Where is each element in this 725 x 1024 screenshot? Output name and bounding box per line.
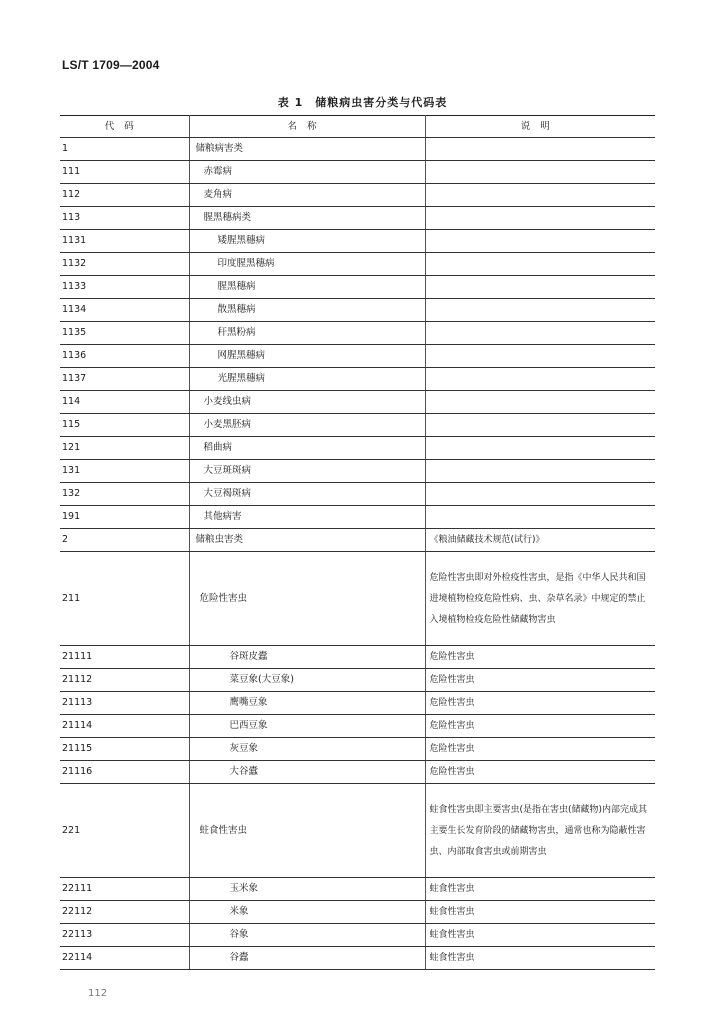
row-desc: 《粮油储藏技术规范(试行)》 bbox=[425, 529, 655, 552]
row-desc: 危险性害虫 bbox=[425, 692, 655, 715]
table-row bbox=[60, 391, 655, 414]
row-name: 小麦黑胚病 bbox=[189, 414, 425, 437]
row-code: 1 bbox=[60, 138, 189, 161]
row-desc bbox=[425, 368, 655, 391]
row-desc bbox=[425, 253, 655, 276]
table-row bbox=[60, 253, 655, 276]
row-code: 111 bbox=[60, 161, 189, 184]
row-code: 131 bbox=[60, 460, 189, 483]
row-name: 网腥黑穗病 bbox=[189, 345, 425, 368]
row-code: 1134 bbox=[60, 299, 189, 322]
row-desc bbox=[425, 207, 655, 230]
row-desc bbox=[425, 483, 655, 506]
table-row bbox=[60, 345, 655, 368]
table-row bbox=[60, 692, 655, 715]
row-desc: 蛀食性害虫 bbox=[425, 901, 655, 924]
table-row bbox=[60, 414, 655, 437]
header-name: 名称 bbox=[189, 116, 425, 138]
table-row bbox=[60, 947, 655, 970]
header-code: 代码 bbox=[60, 116, 189, 138]
table-row bbox=[60, 437, 655, 460]
table-row bbox=[60, 299, 655, 322]
row-code: 2 bbox=[60, 529, 189, 552]
row-code: 1137 bbox=[60, 368, 189, 391]
table-row bbox=[60, 646, 655, 669]
row-name: 谷象 bbox=[189, 924, 425, 947]
row-code: 21115 bbox=[60, 738, 189, 761]
row-code: 1132 bbox=[60, 253, 189, 276]
table-row bbox=[60, 460, 655, 483]
table-row bbox=[60, 738, 655, 761]
row-desc bbox=[425, 345, 655, 368]
table-row bbox=[60, 901, 655, 924]
row-desc: 蛀食性害虫 bbox=[425, 878, 655, 901]
row-desc bbox=[425, 184, 655, 207]
row-code: 113 bbox=[60, 207, 189, 230]
table-caption bbox=[0, 94, 725, 110]
row-name: 小麦线虫病 bbox=[189, 391, 425, 414]
row-desc: 危险性害虫 bbox=[425, 715, 655, 738]
row-code: 1135 bbox=[60, 322, 189, 345]
row-desc bbox=[425, 230, 655, 253]
row-desc bbox=[425, 138, 655, 161]
row-name: 大谷蠹 bbox=[189, 761, 425, 784]
row-code: 115 bbox=[60, 414, 189, 437]
row-name: 大豆褐斑病 bbox=[189, 483, 425, 506]
row-desc bbox=[425, 322, 655, 345]
row-code: 22113 bbox=[60, 924, 189, 947]
row-code: 1133 bbox=[60, 276, 189, 299]
table-row bbox=[60, 207, 655, 230]
table-row bbox=[60, 878, 655, 901]
table-row bbox=[60, 161, 655, 184]
row-desc: 蛀食性害虫即主要害虫(是指在害虫(储藏物)内部完成其主要生长发育阶段的储藏物害虫，通常也称为隐蔽性害虫、内部取食害虫或前期害虫 bbox=[425, 784, 655, 878]
row-name: 印度腥黑穗病 bbox=[189, 253, 425, 276]
row-code: 21113 bbox=[60, 692, 189, 715]
table-row bbox=[60, 761, 655, 784]
row-desc: 蛀食性害虫 bbox=[425, 947, 655, 970]
table-row bbox=[60, 483, 655, 506]
row-desc: 危险性害虫 bbox=[425, 646, 655, 669]
row-name: 光腥黑穗病 bbox=[189, 368, 425, 391]
row-desc: 危险性害虫即对外检疫性害虫，是指《中华人民共和国进境植物检疫危险性病、虫、杂草名录》中规定的禁止入境植物检疫危险性储藏物害虫 bbox=[425, 552, 655, 646]
row-desc bbox=[425, 460, 655, 483]
row-code: 121 bbox=[60, 437, 189, 460]
row-name: 危险性害虫 bbox=[189, 552, 425, 646]
classification-table bbox=[60, 115, 655, 970]
row-name: 赤霉病 bbox=[189, 161, 425, 184]
table-number: 表 1 bbox=[277, 96, 304, 109]
row-code: 22112 bbox=[60, 901, 189, 924]
row-desc: 危险性害虫 bbox=[425, 669, 655, 692]
row-name: 其他病害 bbox=[189, 506, 425, 529]
table-row bbox=[60, 784, 655, 878]
row-desc: 蛀食性害虫 bbox=[425, 924, 655, 947]
table-row bbox=[60, 506, 655, 529]
row-code: 21116 bbox=[60, 761, 189, 784]
row-desc bbox=[425, 276, 655, 299]
table-header-row bbox=[60, 116, 655, 138]
table-title: 储粮病虫害分类与代码表 bbox=[315, 96, 448, 109]
header-desc: 说明 bbox=[425, 116, 655, 138]
table-row bbox=[60, 138, 655, 161]
row-desc bbox=[425, 506, 655, 529]
page-number: 112 bbox=[88, 988, 108, 999]
row-name: 矮腥黑穗病 bbox=[189, 230, 425, 253]
row-name: 储粮病害类 bbox=[189, 138, 425, 161]
row-name: 巴西豆象 bbox=[189, 715, 425, 738]
table-row bbox=[60, 230, 655, 253]
row-name: 米象 bbox=[189, 901, 425, 924]
row-name: 储粮虫害类 bbox=[189, 529, 425, 552]
row-code: 112 bbox=[60, 184, 189, 207]
row-code: 21112 bbox=[60, 669, 189, 692]
table-row bbox=[60, 529, 655, 552]
row-code: 191 bbox=[60, 506, 189, 529]
row-desc: 危险性害虫 bbox=[425, 738, 655, 761]
table-row bbox=[60, 669, 655, 692]
row-code: 211 bbox=[60, 552, 189, 646]
row-name: 玉米象 bbox=[189, 878, 425, 901]
row-code: 1136 bbox=[60, 345, 189, 368]
row-name: 谷斑皮蠹 bbox=[189, 646, 425, 669]
row-name: 菜豆象(大豆象) bbox=[189, 669, 425, 692]
table-row bbox=[60, 924, 655, 947]
row-desc bbox=[425, 161, 655, 184]
table-row bbox=[60, 276, 655, 299]
row-name: 稻曲病 bbox=[189, 437, 425, 460]
table-row bbox=[60, 552, 655, 646]
row-name: 腥黑穗病 bbox=[189, 276, 425, 299]
row-desc bbox=[425, 299, 655, 322]
row-name: 秆黑粉病 bbox=[189, 322, 425, 345]
table-row bbox=[60, 368, 655, 391]
table-body bbox=[60, 138, 655, 970]
row-desc bbox=[425, 414, 655, 437]
row-code: 21111 bbox=[60, 646, 189, 669]
row-name: 灰豆象 bbox=[189, 738, 425, 761]
row-code: 114 bbox=[60, 391, 189, 414]
row-name: 麦角病 bbox=[189, 184, 425, 207]
row-name: 鹰嘴豆象 bbox=[189, 692, 425, 715]
row-name: 蛀食性害虫 bbox=[189, 784, 425, 878]
row-name: 大豆斑斑病 bbox=[189, 460, 425, 483]
row-name: 腥黑穗病类 bbox=[189, 207, 425, 230]
standard-code: LS/T 1709—2004 bbox=[62, 58, 160, 72]
table-row bbox=[60, 322, 655, 345]
row-code: 22114 bbox=[60, 947, 189, 970]
row-code: 21114 bbox=[60, 715, 189, 738]
row-code: 1131 bbox=[60, 230, 189, 253]
row-name: 散黑穗病 bbox=[189, 299, 425, 322]
row-code: 221 bbox=[60, 784, 189, 878]
row-desc bbox=[425, 437, 655, 460]
row-desc: 危险性害虫 bbox=[425, 761, 655, 784]
row-name: 谷蠹 bbox=[189, 947, 425, 970]
row-desc bbox=[425, 391, 655, 414]
table-row bbox=[60, 184, 655, 207]
row-code: 132 bbox=[60, 483, 189, 506]
table-row bbox=[60, 715, 655, 738]
row-code: 22111 bbox=[60, 878, 189, 901]
